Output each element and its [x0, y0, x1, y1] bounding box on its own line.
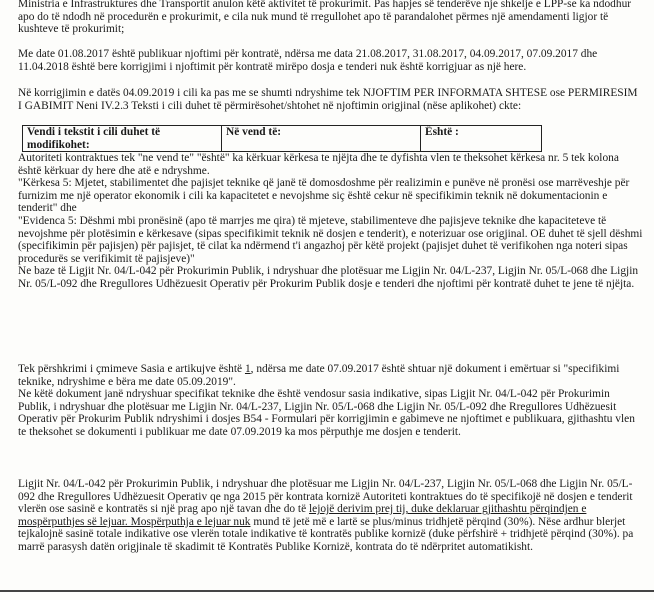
- paragraph-text: "Evidenca 5: Dëshmi mbi pronësinë (apo të marrjes me qira) të mjeteve, stabilimenteve dhe pajisjeve teknike dhe kapaciteteve të nevojshme për plotësimin e kërkesave (sipas specifikimit teknik në dosjen e tenderit), e noterizuar ose origjinal. OE duhet të sjell dëshmi (specifikimin për pajisjen) për pajisjet, të cilat ka ndërmend t'i angazhoj për këtë projekt (pajisjet duhet të verifikohen nga noteri sipas procedurës se verifikimit të pajisjeve)": [18, 214, 643, 265]
- paragraph-text: Me date 01.08.2017 është publikuar njoftimi për kontratë, ndërsa me data 21.08.2017, 31.08.2017, 04.09.2017, 07.09.2017 dhe 11.04.2018 është bere korrigjimi i njoftimit për kontratë mirëpo dosja e tenderi nuk është korrigjuar as një here.: [18, 48, 598, 73]
- text-span: , ndërsa me date 07.09.2017 është shtuar një dokument i emërtuar si "specifikimi teknike, ndryshime e bëra me date 05.09.2019".: [18, 363, 620, 388]
- table-header-instead-of: Në vend të:: [222, 126, 421, 152]
- modification-table: [22, 125, 542, 152]
- paragraph-text: Ne këtë dokument janë ndryshuar specifikat teknike dhe është vendosur sasia indikative, sipas Ligjit Nr. 04/L-042 për Prokurimin Publik, i ndryshuar dhe plotësuar me Ligjin Nr. 04/L-237, Ligjin Nr. 05/L-068 dhe Ligjin Nr. 05/L-092 dhe Rregullores Udhëzuesit Operativ për Prokurim Publik ndryshimi i dosjes B54 - Formulari për korrigjimin e gabimeve ne njoftimet e publikuara, gjithashtu vlen te theksohet se dokumenti i publikuar me date 07.09.2019 ka mos përputhje me dosjen e tenderit.: [18, 388, 635, 438]
- paragraph-text: Në korrigjimin e datës 04.09.2019 i cili ka pas me se shumti ndryshime tek NJOFTIM PER INFORMATA SHTESE ose PERMIRESIM I GABIMIT Neni IV.2.3 Teksti i cili duhet të përmirësohet/shtohet në njoftimin origjinal (nëse aplikohet) ckte:: [18, 87, 638, 112]
- paragraph-text: [18, 478, 644, 554]
- paragraph-price-description: [18, 363, 644, 439]
- table-row: [23, 126, 542, 152]
- underlined-text: lejojë derivim prej tij, duke deklaruar gjithashtu përqindjen e mospërputhjes së lejuar. Mospërputhja e lejuar nuk: [18, 503, 587, 528]
- paragraph-requirements: [18, 152, 644, 291]
- paragraph-correction: [18, 87, 644, 112]
- paragraph-cancellation: [18, 0, 644, 36]
- text-span: Tek përshkrimi i çmimeve Sasia e artikujve është: [18, 363, 245, 375]
- paragraph-text: Ne baze të Ligjit Nr. 04/L-042 për Prokurimin Publik, i ndryshuar dhe plotësuar me Ligjin Nr. 04/L-237, Ligjin Nr. 05/L-068 dhe Ligjin Nr. 05/L-092 dhe Rregullores Udhëzuesit Operativ për Prokurim Publik dosje e tenderi dhe njoftimi për kontratë duhet te jene të njëjta.: [18, 265, 639, 290]
- paragraph-text: [18, 363, 644, 388]
- text-span: mund të jetë më e lartë se plus/minus tridhjetë përqind (30%). Nëse ardhur blerjet tejkalojnë sasinë totale indikative ose vlerën totale indikative të kontratës publike kornizë (duke përfshirë + tridhjetë përqind (30%). pa marrë parasysh datën origjinale të skadimit të Kontratës Publike Kornizë, kontrata do të ndërpritet automatikisht.: [18, 515, 634, 553]
- table-header-is: Është :: [421, 126, 542, 152]
- modification-table-wrap: [18, 125, 644, 152]
- paragraph-framework-law: [18, 478, 644, 554]
- paragraph-text: Ministria e Infrastruktures dhe Transportit anulon këtë aktivitet të prokurimit. Pas hapjes së tenderëve nje shkelje e LPP-se ka ndodhur apo do të ndodh në procedurën e prokurimit, e cila nuk mund të rregullohet apo të parandalohet përmes një amendamenti ligjor të kushteve të prokurimit;: [18, 0, 632, 36]
- paragraph-text: Autoriteti kontraktues tek "ne vend te" "është" ka kërkuar kërkesa te njëjta dhe te dyfishta vlen te theksohet kërkesa nr. 5 tek kolona është kërkuar dy here dhe atë e ndryshme.: [18, 152, 619, 177]
- paragraph-text: "Kërkesa 5: Mjetet, stabilimentet dhe pajisjet teknike që janë të domosdoshme për realizimin e punëve në pronësi ose marrëveshje për furnizim me një operator ekonomik i cili ka kapacitetet e nevojshme siç është cekur në specifikimin teknik në dokumentacionin e tenderit" dhe: [18, 177, 630, 215]
- page-bottom-divider: [0, 590, 654, 592]
- text-span: Ligjit Nr. 04/L-042 për Prokurimin Publik, i ndryshuar dhe plotësuar me Ligjin Nr. 04/L-237, Ligjin Nr. 05/L-068 dhe Ligjin Nr. 05/L-092 dhe Rregullores Udhëzuesit Operativ qe nga 2015 për kontrata kornizë Autoriteti kontraktues do të specifikojë në dosjen e tenderit vlerën ose sasinë e kontratës si një prag apo një tavan dhe do të: [18, 478, 633, 516]
- quantity-number: 1: [244, 363, 251, 375]
- table-header-location: Vendi i tekstit i cili duhet të modifikohet:: [23, 126, 222, 152]
- paragraph-publication-dates: [18, 48, 644, 73]
